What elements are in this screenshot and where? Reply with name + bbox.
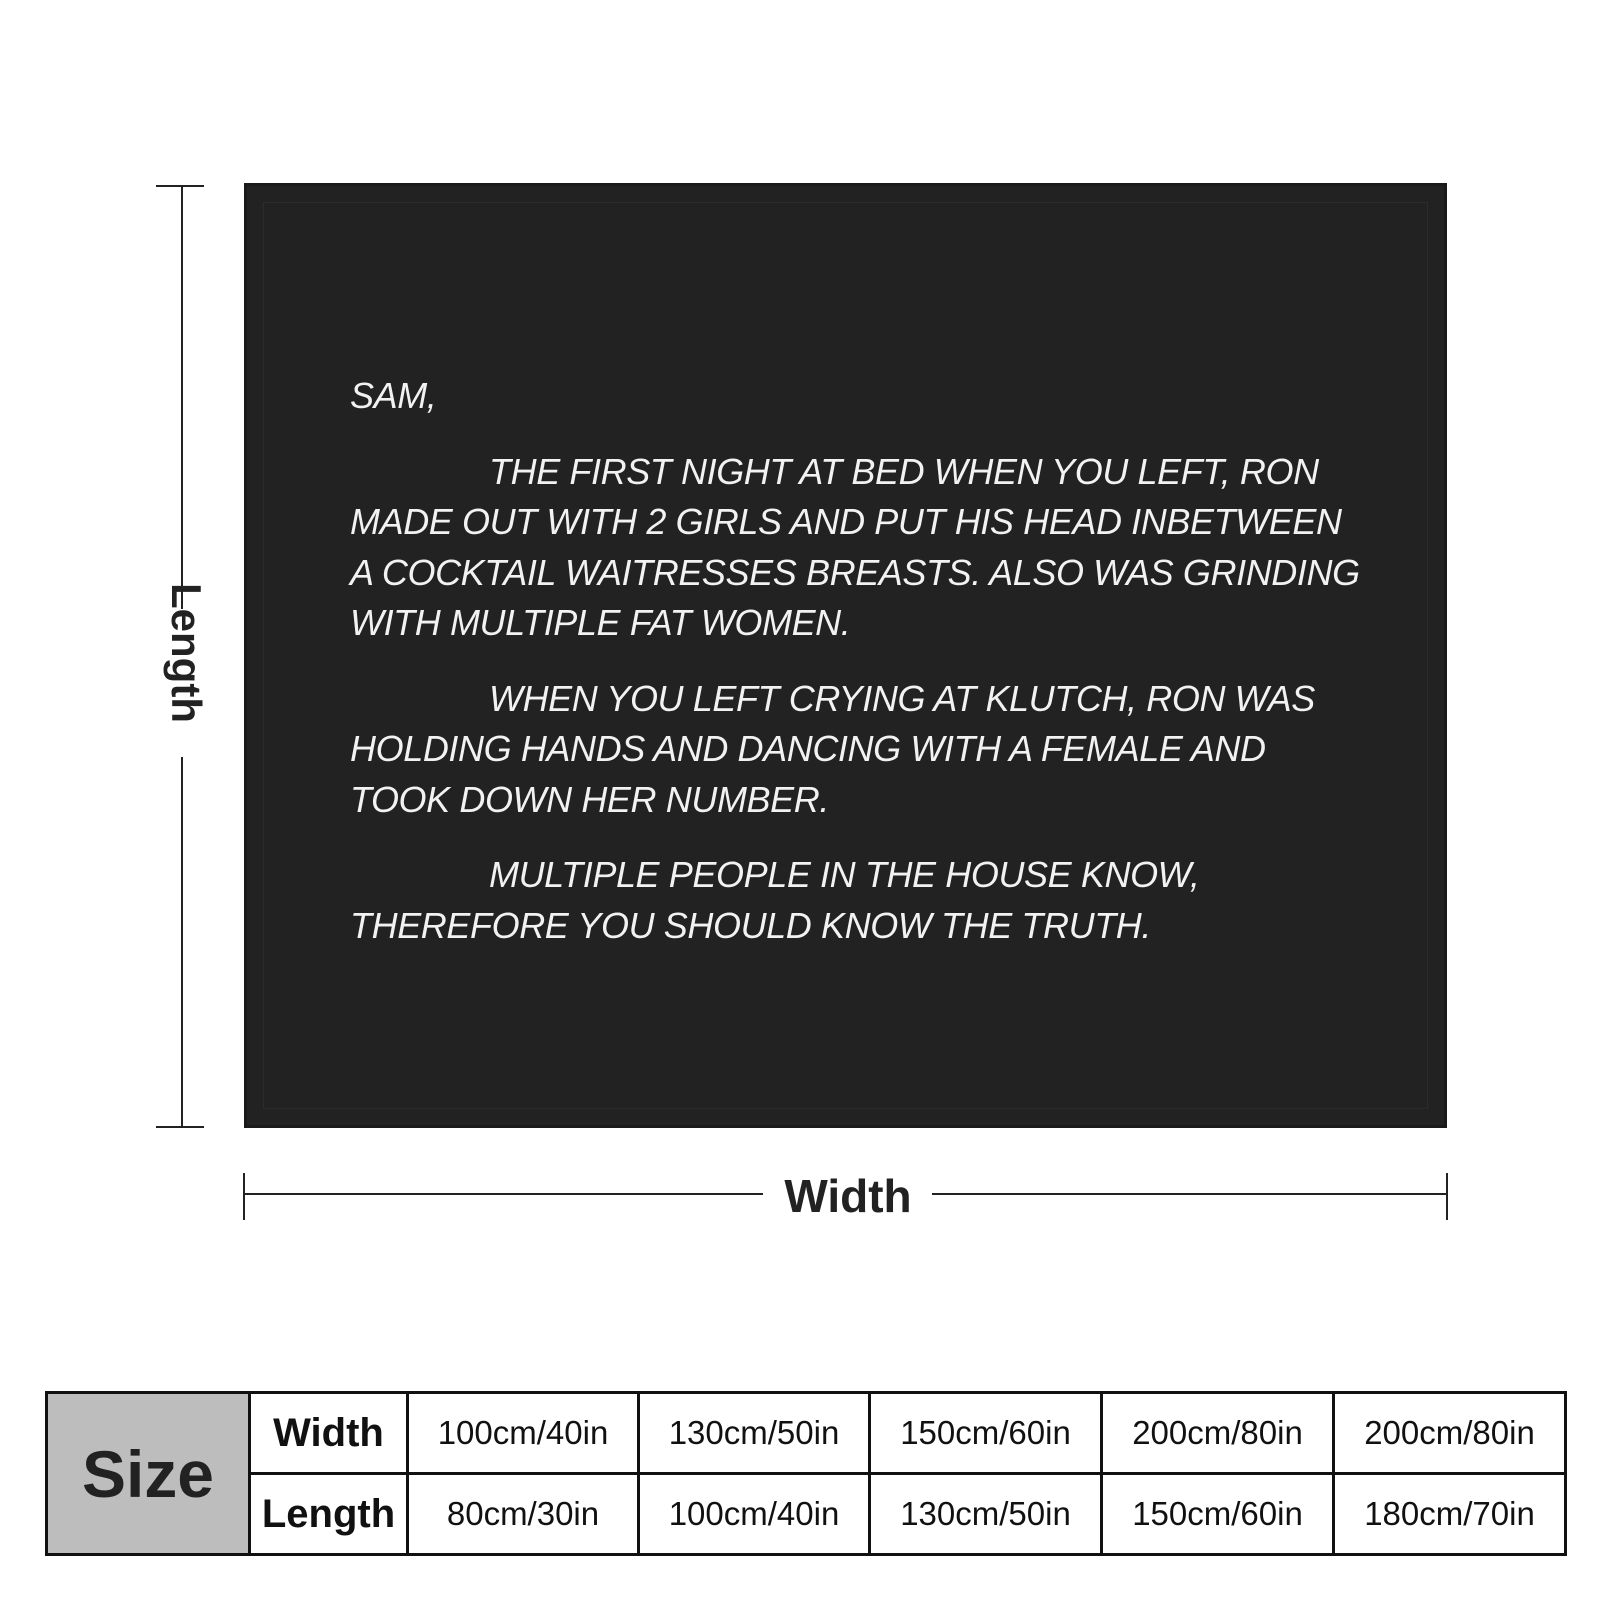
width-cell: 200cm/80in <box>1334 1393 1566 1474</box>
size-header: Size <box>47 1393 250 1555</box>
letter-paragraph-2: WHEN YOU LEFT CRYING AT KLUTCH, RON WAS HOLDING HANDS AND DANCING WITH A FEMALE AND TOOK DOWN HER NUMBER. <box>350 677 1315 820</box>
blanket-image <box>244 183 1447 1128</box>
width-cap-left <box>243 1173 245 1220</box>
length-cell: 180cm/70in <box>1334 1474 1566 1555</box>
letter-greeting: SAM, <box>350 375 437 416</box>
length-line-bottom <box>181 757 183 1127</box>
width-cell: 150cm/60in <box>870 1393 1102 1474</box>
length-cell: 150cm/60in <box>1102 1474 1334 1555</box>
length-cell: 80cm/30in <box>408 1474 639 1555</box>
width-label: Width <box>784 1170 912 1222</box>
width-cell: 130cm/50in <box>639 1393 870 1474</box>
width-cell: 100cm/40in <box>408 1393 639 1474</box>
width-line-right <box>932 1193 1447 1195</box>
length-line-top <box>181 186 183 609</box>
width-line-left <box>244 1193 763 1195</box>
width-cell: 200cm/80in <box>1102 1393 1334 1474</box>
length-cell: 130cm/50in <box>870 1474 1102 1555</box>
width-cap-right <box>1446 1173 1448 1220</box>
letter-text <box>350 371 1360 976</box>
letter-paragraph-1: THE FIRST NIGHT AT BED WHEN YOU LEFT, RON MADE OUT WITH 2 GIRLS AND PUT HIS HEAD INBETWEEN A COCKTAIL WAITRESSES BREASTS. ALSO WAS GRINDING WITH MULTIPLE FAT WOMEN. <box>350 450 1360 643</box>
row-label-length: Length <box>250 1474 408 1555</box>
length-cap-bottom <box>156 1126 204 1128</box>
letter-paragraph-3: MULTIPLE PEOPLE IN THE HOUSE KNOW, THEREFORE YOU SHOULD KNOW THE TRUTH. <box>350 854 1200 946</box>
length-label: Length <box>163 583 210 723</box>
length-cap-top <box>156 185 204 187</box>
size-row-width <box>47 1393 1566 1474</box>
size-row-length <box>47 1474 1566 1555</box>
length-cell: 100cm/40in <box>639 1474 870 1555</box>
row-label-width: Width <box>250 1393 408 1474</box>
size-table <box>45 1391 1567 1556</box>
